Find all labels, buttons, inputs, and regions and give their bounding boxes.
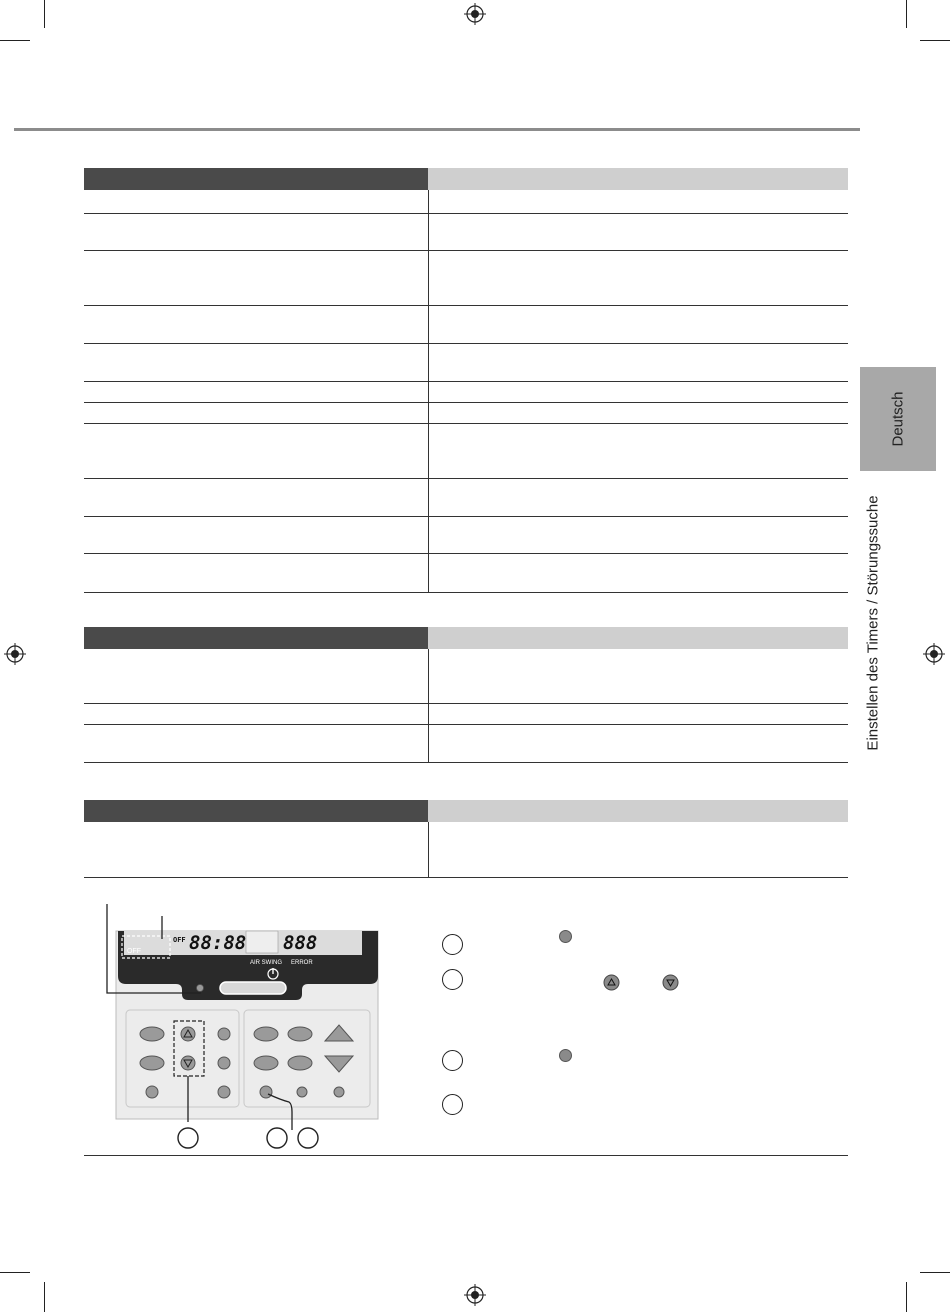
remote-button[interactable]: [254, 1056, 278, 1070]
crop-mark-top-left-horizontal: [0, 40, 30, 41]
remote-button[interactable]: [254, 1027, 278, 1041]
triangle-down-icon[interactable]: [181, 1056, 195, 1070]
lcd-time-segment: [246, 931, 278, 953]
triangle-up-icon[interactable]: [181, 1027, 195, 1041]
table-3: [84, 800, 848, 878]
lcd-off-small: OFF: [173, 936, 186, 944]
section-bottom-rule: [84, 1155, 848, 1156]
crop-mark-top-right-horizontal: [920, 40, 950, 41]
top-rule: [14, 128, 860, 131]
table-row: [84, 306, 848, 344]
language-tab-label: Deutsch: [889, 391, 907, 447]
registration-mark-bottom: [464, 1284, 486, 1306]
crop-mark-bottom-right-vertical: [906, 1282, 907, 1312]
table-row: [84, 251, 848, 306]
table-row: [84, 424, 848, 479]
step-circle-1: [442, 934, 463, 955]
crop-mark-top-left-vertical: [44, 0, 45, 28]
step-circle-4: [442, 1094, 463, 1115]
table-row: [84, 190, 848, 214]
header-cell-dark: [84, 627, 428, 649]
remote-button[interactable]: [334, 1087, 344, 1097]
callout-circle: [178, 1128, 198, 1148]
table-row: [84, 214, 848, 251]
remote-button[interactable]: [146, 1086, 158, 1098]
table-1: [84, 168, 848, 593]
crop-mark-bottom-right-horizontal: [920, 1272, 950, 1273]
crop-mark-bottom-left-horizontal: [0, 1272, 30, 1273]
table-2: [84, 627, 848, 763]
table-row: [84, 517, 848, 554]
header-cell-light: [428, 168, 848, 190]
registration-mark-right: [923, 643, 945, 665]
table-row: [84, 725, 848, 763]
table-header: [84, 800, 848, 822]
set-button-icon: [559, 930, 572, 943]
remote-button[interactable]: [140, 1056, 164, 1070]
remote-button[interactable]: [288, 1027, 312, 1041]
callout-circle: [267, 1128, 287, 1148]
table-header: [84, 627, 848, 649]
registration-mark-left: [4, 643, 26, 665]
remote-button[interactable]: [218, 1057, 230, 1069]
timer-set-button[interactable]: [260, 1086, 272, 1098]
remote-control-illustration: [96, 900, 396, 1150]
language-tab: [860, 367, 936, 471]
header-cell-light: [428, 627, 848, 649]
callout-circle: [298, 1128, 318, 1148]
table-row: [84, 822, 848, 878]
set-button-icon: [559, 1049, 572, 1062]
header-cell-dark: [84, 800, 428, 822]
triangle-down-icon: [662, 974, 679, 991]
triangle-up-icon: [603, 974, 620, 991]
table-row: [84, 344, 848, 382]
lcd-time: 88:88: [189, 932, 247, 954]
crop-mark-top-right-vertical: [906, 0, 907, 28]
table-row: [84, 649, 848, 704]
table-row: [84, 554, 848, 593]
registration-mark-top: [464, 3, 486, 25]
power-button[interactable]: [220, 982, 286, 994]
remote-button[interactable]: [218, 1028, 230, 1040]
side-section-heading: Einstellen des Timers / Störungssuche: [864, 495, 882, 751]
lcd-number: 888: [283, 932, 318, 954]
remote-button[interactable]: [297, 1087, 307, 1097]
status-led: [197, 985, 204, 992]
remote-button[interactable]: [218, 1086, 230, 1098]
remote-button[interactable]: [288, 1056, 312, 1070]
lcd-off-indicator: OFF: [127, 948, 141, 955]
air-swing-label: AIR SWING: [250, 960, 283, 966]
table-row: [84, 382, 848, 403]
header-cell-dark: [84, 168, 428, 190]
header-cell-light: [428, 800, 848, 822]
crop-mark-bottom-left-vertical: [44, 1282, 45, 1312]
step-circle-2: [442, 969, 463, 990]
table-header: [84, 168, 848, 190]
error-label: ERROR: [291, 960, 313, 966]
table-row: [84, 479, 848, 517]
remote-button[interactable]: [140, 1027, 164, 1041]
table-row: [84, 704, 848, 725]
step-circle-3: [442, 1050, 463, 1071]
table-row: [84, 403, 848, 424]
